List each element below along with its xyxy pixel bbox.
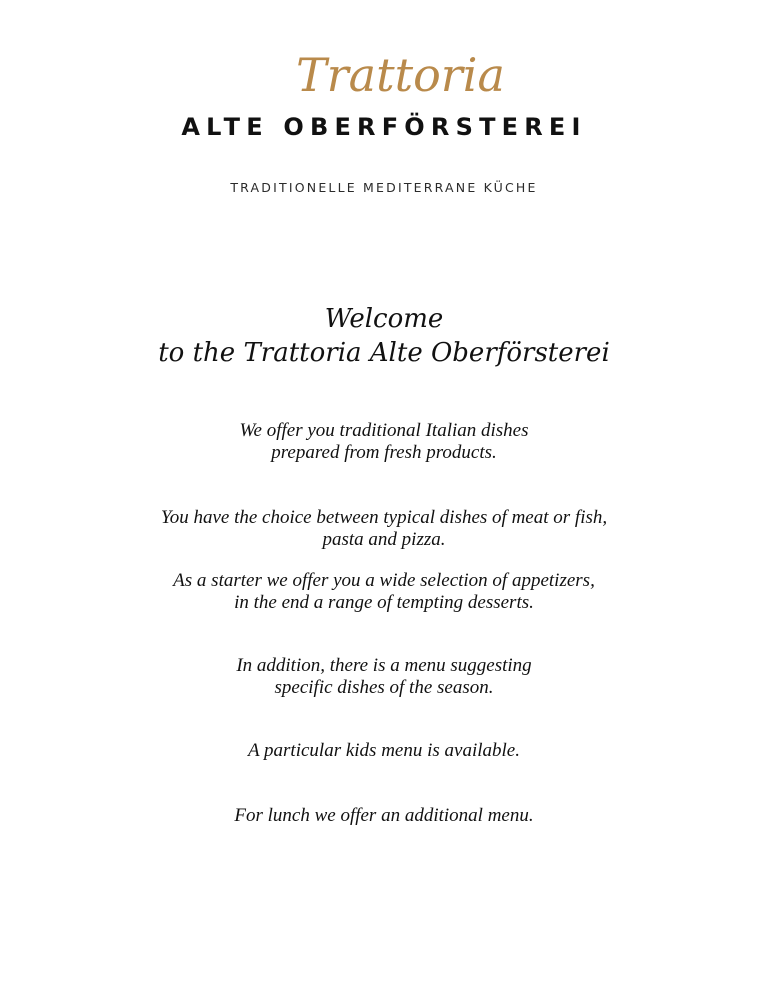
- choice-paragraph: [0, 507, 768, 551]
- intro-paragraph: [0, 420, 768, 464]
- choice-line-2: pasta and pizza.: [322, 529, 446, 550]
- choice-line-1: You have the choice between typical dishes of meat or fish,: [160, 507, 608, 528]
- welcome-line-2: to the Trattoria Alte Oberförsterei: [158, 338, 610, 368]
- starter-paragraph: [0, 570, 768, 614]
- seasonal-line-2: specific dishes of the season.: [274, 677, 494, 698]
- intro-line-2: prepared from fresh products.: [271, 442, 497, 463]
- starter-line-2: in the end a range of tempting desserts.: [234, 592, 534, 613]
- welcome-line-1: Welcome: [324, 304, 444, 334]
- restaurant-name: ALTE OBERFÖRSTEREI: [181, 113, 587, 141]
- logo-script-text: Trattoria: [296, 48, 505, 102]
- seasonal-line-1: In addition, there is a menu suggesting: [236, 655, 532, 676]
- lunch-line-1: For lunch we offer an additional menu.: [234, 805, 534, 826]
- kids-paragraph: [0, 740, 768, 762]
- intro-line-1: We offer you traditional Italian dishes: [239, 420, 529, 441]
- seasonal-paragraph: [0, 655, 768, 699]
- tagline: TRADITIONELLE MEDITERRANE KÜCHE: [230, 180, 538, 195]
- welcome-heading: [0, 302, 768, 370]
- restaurant-logo: [0, 40, 768, 150]
- starter-line-1: As a starter we offer you a wide selection of appetizers,: [173, 570, 595, 591]
- kids-line-1: A particular kids menu is available.: [248, 740, 520, 761]
- lunch-paragraph: [0, 805, 768, 827]
